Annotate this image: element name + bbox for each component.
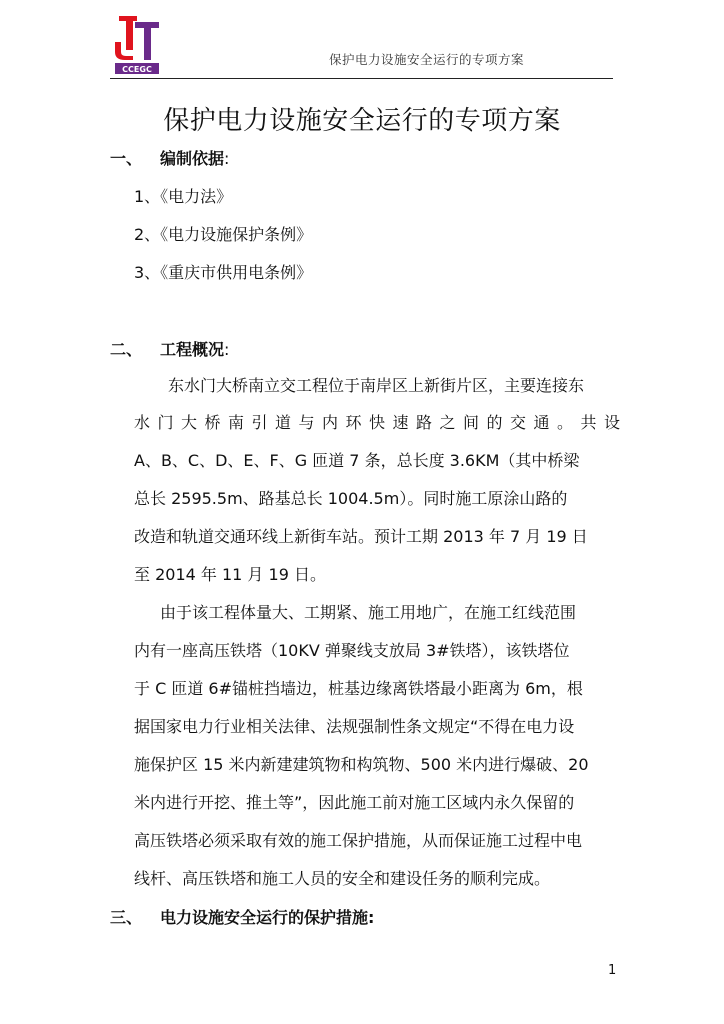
reference-item-2: 2、《电力设施保护条例》 <box>134 225 313 244</box>
running-header: 保护电力设施安全运行的专项方案 <box>328 52 524 67</box>
reference-item-3: 3、《重庆市供用电条例》 <box>134 263 313 282</box>
section-1-heading <box>110 146 229 169</box>
company-logo <box>113 14 161 76</box>
paragraph-line: 高压铁塔必须采取有效的施工保护措施，从而保证施工过程中电 <box>134 831 583 850</box>
paragraph-line: 总长 2595.5m、路基总长 1004.5m）。同时施工原涂山路的 <box>134 489 568 508</box>
paragraph-line: 改造和轨道交通环线上新街车站。预计工期 2013 年 7 月 19 日 <box>134 527 588 546</box>
paragraph-line: 水门大桥南引道与内环快速路之间的交通。共设 <box>134 413 628 432</box>
section-3-title: 电力设施安全运行的保护措施 <box>160 908 369 927</box>
section-2-heading <box>110 337 229 360</box>
paragraph-line: 内有一座高压铁塔（10KV 弹聚线支放局 3#铁塔），该铁塔位 <box>134 641 570 660</box>
paragraph-line: 施保护区 15 米内新建建筑物和构筑物、500 米内进行爆破、20 <box>134 755 589 774</box>
section-2-colon: : <box>224 340 230 359</box>
section-3-colon: : <box>368 908 375 927</box>
logo-text: CCEGC <box>122 65 152 74</box>
paragraph-line: 线杆、高压铁塔和施工人员的安全和建设任务的顺利完成。 <box>134 869 551 888</box>
paragraph-line: 东水门大桥南立交工程位于南岸区上新街片区，主要连接东 <box>168 376 585 395</box>
section-1-colon: : <box>224 149 230 168</box>
paragraph-line: A、B、C、D、E、F、G 匝道 7 条，总长度 3.6KM（其中桥梁 <box>134 451 580 470</box>
document-title: 保护电力设施安全运行的专项方案 <box>163 106 561 136</box>
paragraph-line: 据国家电力行业相关法律、法规强制性条文规定“不得在电力设 <box>134 717 575 736</box>
header-rule <box>110 78 613 79</box>
reference-item-1: 1、《电力法》 <box>134 187 233 206</box>
paragraph-line: 米内进行开挖、推土等”，因此施工前对施工区域内永久保留的 <box>134 793 575 812</box>
section-3-number: 三、 <box>110 908 143 927</box>
paragraph-line: 于 C 匝道 6#锚桩挡墙边，桩基边缘离铁塔最小距离为 6m，根 <box>134 679 583 698</box>
section-1-number: 一、 <box>110 149 143 168</box>
section-2-title: 工程概况 <box>160 340 225 359</box>
section-2-number: 二、 <box>110 340 143 359</box>
paragraph-line: 由于该工程体量大、工期紧、施工用地广，在施工红线范围 <box>160 603 577 622</box>
paragraph-line: 至 2014 年 11 月 19 日。 <box>134 565 326 584</box>
section-1-title: 编制依据 <box>160 149 225 168</box>
section-3-heading <box>110 905 374 928</box>
page-number: 1 <box>608 963 617 978</box>
